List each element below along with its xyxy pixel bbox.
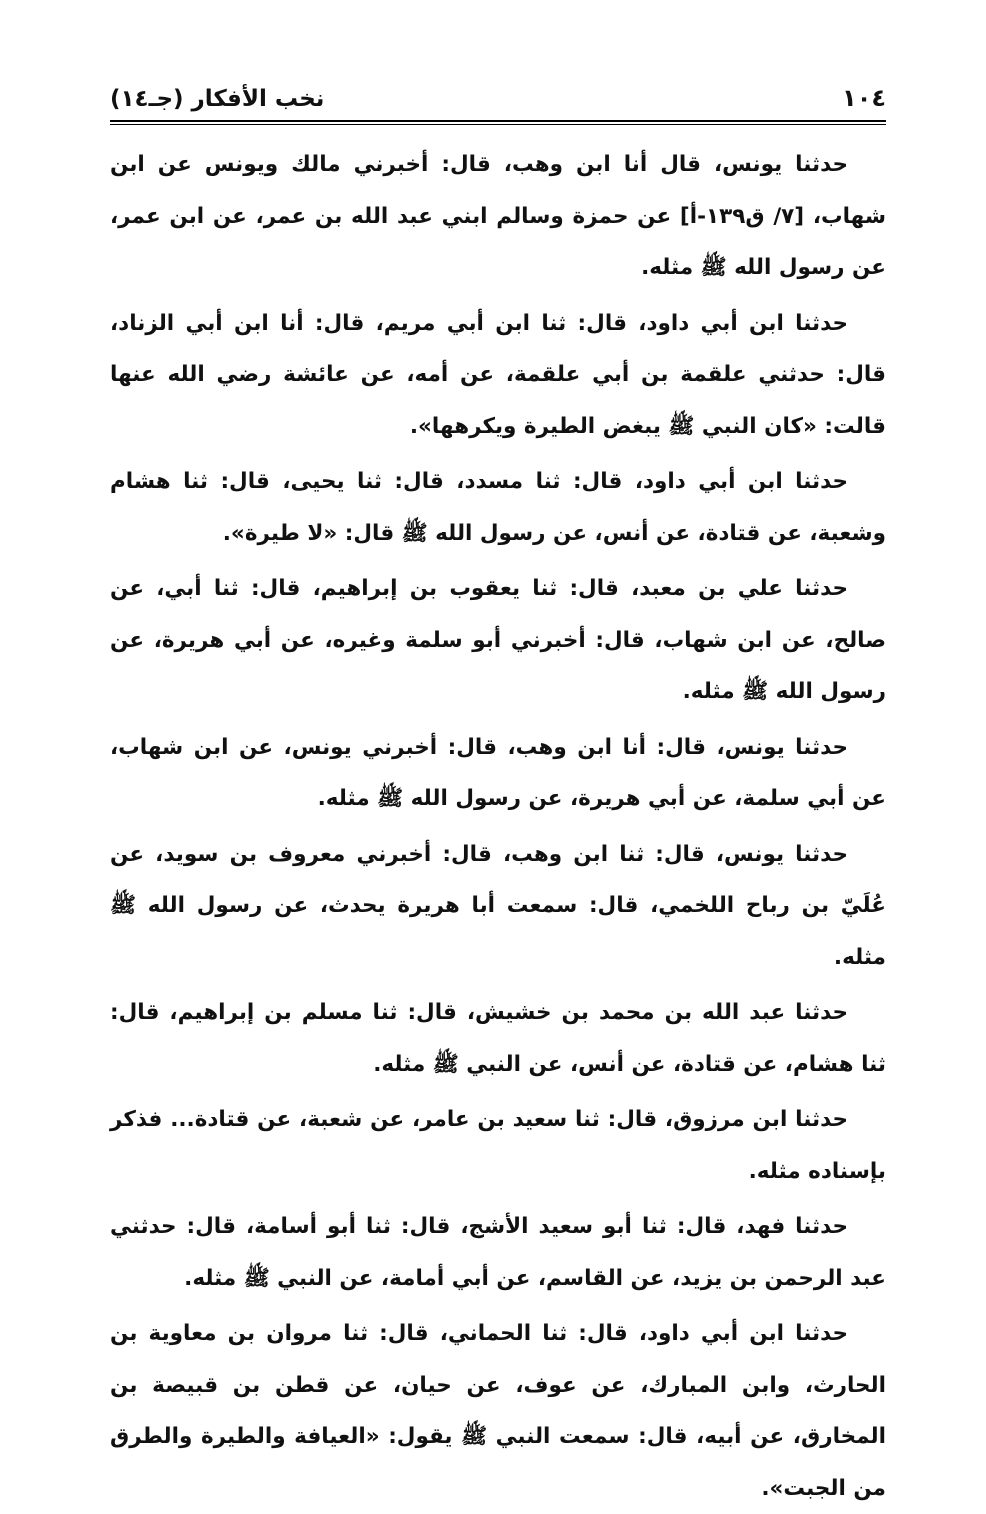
page-body <box>110 139 886 1514</box>
hadith-paragraph: حدثنا يونس، قال: أنا ابن وهب، قال: أخبرني يونس، عن ابن شهاب، عن أبي سلمة، عن أبي هريرة، عن رسول الله ﷺ مثله. <box>110 734 886 811</box>
page-header <box>110 78 886 118</box>
hadith-paragraph: حدثنا يونس، قال: ثنا ابن وهب، قال: أخبرني معروف بن سويد، عن عُلَيّ بن رباح اللخمي، قال: سمعت أبا هريرة يحدث، عن رسول الله ﷺ مثله. <box>110 841 886 970</box>
hadith-paragraph: حدثنا عبد الله بن محمد بن خشيش، قال: ثنا مسلم بن إبراهيم، قال: ثنا هشام، عن قتادة، عن أنس، عن النبي ﷺ مثله. <box>110 1000 886 1077</box>
hadith-paragraph: حدثنا ابن أبي داود، قال: ثنا مسدد، قال: ثنا يحيى، قال: ثنا هشام وشعبة، عن قتادة، عن أنس، عن رسول الله ﷺ قال: «لا طيرة». <box>110 469 886 546</box>
page-number: ١٠٤ <box>842 84 886 112</box>
hadith-paragraph: حدثنا فهد، قال: ثنا أبو سعيد الأشج، قال: ثنا أبو أسامة، قال: حدثني عبد الرحمن بن يزيد، عن القاسم، عن أبي أمامة، عن النبي ﷺ مثله. <box>110 1214 886 1291</box>
book-page <box>110 78 887 1501</box>
hadith-paragraph: حدثنا ابن أبي داود، قال: ثنا ابن أبي مريم، قال: أنا ابن أبي الزناد، قال: حدثني علقمة بن أبي علقمة، عن أمه، عن عائشة رضي الله عنها قالت: «كان النبي ﷺ يبغض الطيرة ويكرهها». <box>110 310 886 439</box>
header-divider <box>110 120 886 125</box>
running-title: نخب الأفكار (جـ١٤) <box>110 86 325 112</box>
hadith-paragraph: حدثنا علي بن معبد، قال: ثنا يعقوب بن إبراهيم، قال: ثنا أبي، عن صالح، عن ابن شهاب، قال: أخبرني أبو سلمة وغيره، عن أبي هريرة، عن رسول الله ﷺ مثله. <box>110 576 886 704</box>
hadith-paragraph: حدثنا ابن مرزوق، قال: ثنا سعيد بن عامر، عن شعبة، عن قتادة... فذكر بإسناده مثله. <box>110 1107 886 1184</box>
hadith-paragraph: حدثنا ابن أبي داود، قال: ثنا الحماني، قال: ثنا مروان بن معاوية بن الحارث، وابن المبارك، عن عوف، عن حيان، عن قطن بن قبيصة بن المخارق، عن أبيه، قال: سمعت النبي ﷺ يقول: «العيافة والطيرة والطرق من الجبت». <box>110 1321 886 1501</box>
hadith-paragraph: حدثنا يونس، قال أنا ابن وهب، قال: أخبرني مالك ويونس عن ابن شهاب، [٧/ ق١٣٩-أ] عن حمزة وسالم ابني عبد الله بن عمر، عن ابن عمر، عن رسول الله ﷺ مثله. <box>110 152 887 280</box>
